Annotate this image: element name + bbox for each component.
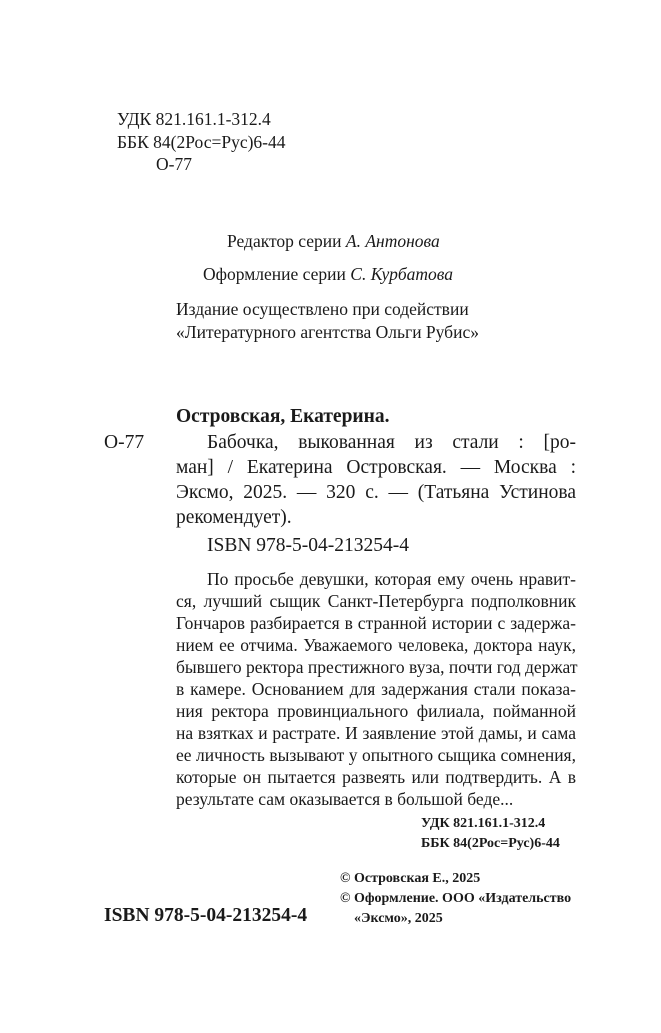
series-design-name: С. Курбатова (350, 264, 454, 284)
bibliography-line: рекомендует). (176, 507, 292, 528)
bibliography-isbn: ISBN 978-5-04-213254-4 (207, 535, 410, 556)
annotation-line: которые он пытается развеять или подтвердить. А в (176, 767, 576, 787)
bibliography-code: О-77 (104, 432, 145, 453)
support-line-1: Издание осуществлено при содействии (176, 299, 469, 319)
annotation-line: Гончаров разбирается в странной истории с задержа- (176, 613, 576, 633)
annotation-line: ее личность вызывают у опытного сыщика сомнения, (176, 745, 576, 765)
udk-code: УДК 821.161.1-312.4 (117, 109, 271, 129)
annotation-line: ния ректора провинциального филиала, пойманной (176, 701, 576, 721)
bbk-code: ББК 84(2Рос=Рус)6-44 (117, 132, 286, 152)
author-mark-code: О-77 (156, 154, 192, 174)
copyright-publisher: «Эксмо», 2025 (354, 911, 443, 926)
annotation-line: на взятках и растрате. И заявление этой дамы, и сама (176, 723, 576, 743)
annotation-line: По просьбе девушки, которая ему очень нравит- (207, 569, 576, 589)
series-design-line (203, 263, 453, 285)
support-line-2: «Литературного агентства Ольги Рубис» (176, 322, 479, 342)
copyright-author: © Островская Е., 2025 (340, 871, 481, 886)
bibliography-line: ман] / Екатерина Островская. — Москва : (176, 457, 576, 478)
bibliography-line: Бабочка, выкованная из стали : [ро- (207, 432, 576, 453)
annotation-line: нием ее отчима. Уважаемого человека, доктора наук, (176, 635, 576, 655)
series-editor-name: А. Антонова (345, 231, 440, 251)
footer-isbn: ISBN 978-5-04-213254-4 (104, 905, 308, 926)
annotation-line: результате сам оказывается в большой беде... (176, 789, 514, 809)
footer-udk-code: УДК 821.161.1-312.4 (421, 816, 546, 831)
series-editor-line (227, 230, 440, 252)
bibliography-line: Эксмо, 2025. — 320 с. — (Татьяна Устинова (176, 482, 576, 503)
bibliography-author: Островская, Екатерина. (176, 406, 390, 427)
annotation-line: бывшего ректора престижного вуза, почти год держат (176, 657, 578, 677)
footer-bbk-code: ББК 84(2Рос=Рус)6-44 (421, 836, 560, 851)
copyright-design: © Оформление. ООО «Издательство (340, 891, 572, 906)
series-editor-label: Редактор серии (227, 231, 346, 251)
annotation-line: в камере. Основанием для задержания стали показа- (176, 679, 576, 699)
series-design-label: Оформление серии (203, 264, 351, 284)
annotation-line: ся, лучший сыщик Санкт-Петербурга подполковник (176, 591, 576, 611)
